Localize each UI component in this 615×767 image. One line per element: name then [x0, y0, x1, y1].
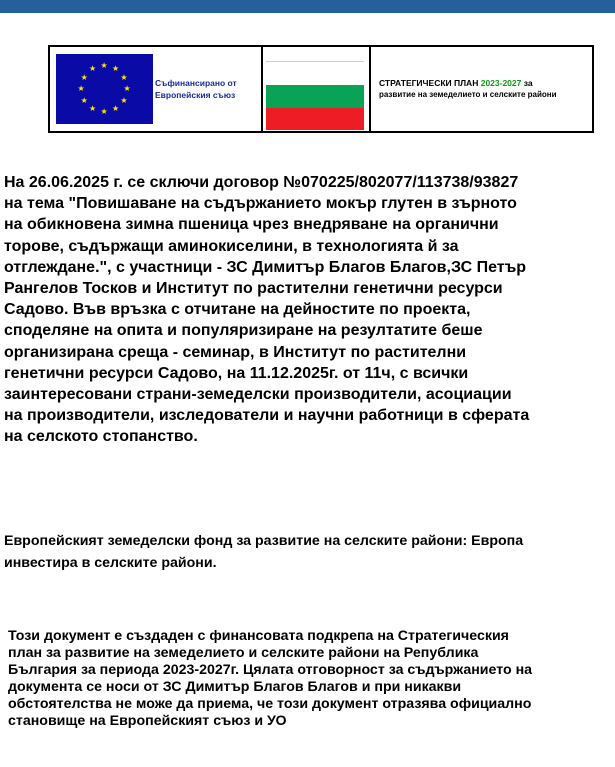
- text-line: на селското стопанство.: [4, 428, 198, 446]
- star-icon: ★: [100, 107, 108, 116]
- star-icon: ★: [123, 84, 131, 93]
- text-line: торове, съдържащи аминокиселини, в технологията й за: [4, 237, 459, 255]
- star-icon: ★: [80, 95, 88, 105]
- plan-subtitle: развитие на земеделието и селските райони: [379, 90, 557, 99]
- eu-flag-icon: [56, 54, 153, 124]
- text-line: на обикновена зимна пшеница чрез внедряване на органични: [4, 216, 499, 234]
- star-icon: ★: [77, 84, 85, 93]
- star-icon: ★: [100, 61, 108, 70]
- star-icon: ★: [120, 72, 128, 82]
- eu-logo-cell: [50, 47, 263, 131]
- eu-text-line: Европейския съюз: [155, 90, 236, 100]
- text-line: на тема "Повишаване на съдържанието мокър глутен в зърното: [4, 195, 517, 213]
- text-line: инвестира в селските райони.: [4, 555, 217, 571]
- bulgarian-flag-icon: [263, 47, 371, 131]
- star-icon: ★: [112, 103, 120, 113]
- text-line: на производители, изследователи и научни работници в сферата: [4, 407, 530, 425]
- text-line: Този документ е създаден с финансовата подкрепа на Стратегическия: [8, 628, 509, 644]
- plan-title: СТРАТЕГИЧЕСКИ ПЛАН 2023-2027 за: [379, 78, 533, 88]
- disclaimer-paragraph: [8, 628, 532, 730]
- text-line: България за периода 2023-2027г. Цялата отговорност за съдържанието на: [8, 662, 533, 678]
- logo-banner: [48, 45, 594, 133]
- text-line: На 26.06.2025 г. се сключи договор №070225/802077/113738/93827: [4, 174, 519, 191]
- star-icon: ★: [80, 72, 88, 82]
- text-line: Садово. Във връзка с отчитане на дейностите по проекта,: [4, 301, 471, 319]
- star-icon: ★: [89, 103, 97, 113]
- text-line: документа се носи от ЗС Димитър Благов Благов и при никакви: [8, 679, 462, 695]
- strategic-plan-logo: [371, 47, 592, 131]
- text-line: споделяне на опита и популяризиране на резултатите беше: [4, 322, 483, 340]
- text-line: организирана среща - семинар, в Институт по растителни: [4, 343, 467, 361]
- contract-paragraph: [4, 172, 529, 448]
- eu-text-line: Съфинансирано от: [155, 78, 237, 88]
- star-icon: ★: [112, 64, 120, 74]
- text-line: отглеждане.", с участници - ЗС Димитър Благов Благов,ЗС Петър: [4, 258, 527, 276]
- text-line: план за развитие на земеделието и селските райони на Република: [8, 645, 479, 661]
- star-icon: ★: [89, 64, 97, 74]
- eafrd-paragraph: [4, 530, 523, 574]
- star-icon: ★: [120, 95, 128, 105]
- top-bar: [0, 0, 615, 13]
- text-line: Рангелов Тосков и Институт по растителни генетични ресурси: [4, 280, 503, 298]
- text-line: обстоятелства не може да приема, че този документ отразява официално: [8, 696, 532, 712]
- text-line: становище на Европейският съюз и УО: [8, 713, 287, 729]
- text-line: генетични ресурси Садово, на 11.12.2025г. от 11ч, с всички: [4, 364, 469, 382]
- text-line: заинтересовани страни-земеделски производители, асоциации: [4, 386, 512, 404]
- eu-cofunded-text: [155, 77, 237, 101]
- text-line: Европейският земеделски фонд за развитие на селските райони: Европа: [4, 533, 524, 549]
